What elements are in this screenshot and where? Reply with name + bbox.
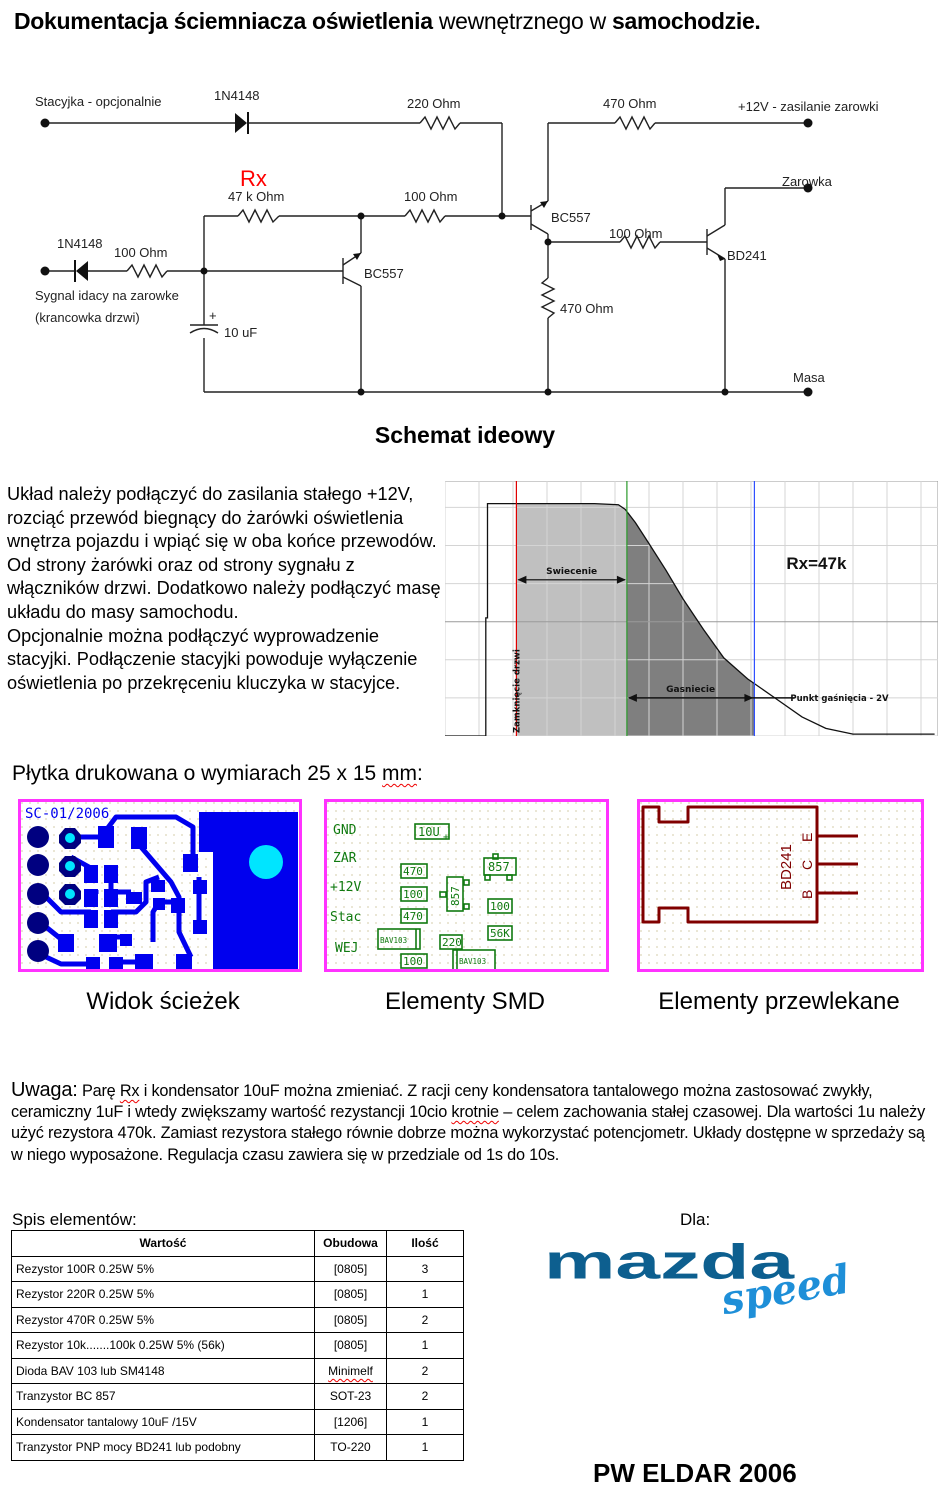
smd-part-label: 470 [403, 865, 423, 878]
label-q2: BC557 [551, 210, 591, 225]
discharge-chart [445, 481, 938, 736]
pcb-smd-drawing [327, 802, 606, 969]
bom-row [12, 1282, 464, 1308]
pcb-traces-board [18, 799, 302, 972]
bom-cell-text: SOT-23 [329, 1389, 372, 1404]
smd-part-label: BAV103 [380, 936, 408, 945]
label-r220: 220 Ohm [407, 96, 461, 111]
note-text: krotnie [451, 1103, 499, 1122]
bom-cell [387, 1358, 464, 1384]
bom-cell-text: 1 [421, 1287, 429, 1302]
document-title [14, 8, 761, 35]
smd-pin-label: Stac [330, 910, 362, 925]
pcb-heading-colon: : [417, 762, 423, 785]
smd-part-label: 857 [488, 860, 510, 874]
bom-row [12, 1333, 464, 1359]
bom-cell [315, 1256, 387, 1282]
schematic-caption: Schemat ideowy [374, 422, 556, 448]
tht-part-label: BD241 [778, 844, 795, 890]
description [7, 483, 447, 695]
pcb-tht-drawing [640, 802, 921, 969]
label-signal-1: Sygnal idacy na zarowke [35, 288, 179, 303]
bom-cell-text: 2 [421, 1389, 429, 1404]
bom-table [11, 1230, 464, 1461]
title-part: samochodzie. [612, 8, 761, 34]
smd-part-label: 857 [449, 886, 462, 906]
bom-header-cell: Ilość [387, 1231, 464, 1257]
bom-cell-text: [0805] [333, 1287, 368, 1302]
bom-cell-text: Tranzystor BC 857 [16, 1389, 116, 1404]
note-text: Rx [119, 1082, 140, 1100]
note-lead: Uwaga: [11, 1079, 78, 1101]
chart-region-swiecenie [516, 504, 627, 736]
title-part: wewnętrznego [438, 8, 584, 34]
bom-header-cell: Wartość [12, 1231, 315, 1257]
label-stacyjka: Stacyjka - opcjonalnie [35, 94, 162, 109]
pcb-mount-hole [249, 845, 283, 879]
bom-cell [387, 1384, 464, 1410]
label-r100-left: 100 Ohm [114, 245, 168, 260]
bom-cell [315, 1409, 387, 1435]
bom-row [12, 1409, 464, 1435]
description-paragraph: Układ należy podłączyć do zasilania stałego +12V, rozciąć przewód biegnący do żarówki oświetlenia wnętrza pojazdu i wpiąć się w oba końce przewodów. Od strony żarówki oraz od strony sygnału z włączników drzwi. Dodatkowo należy podłączyć masę układu do masy samochodu. [7, 484, 441, 622]
caption-traces: Widok ścieżek [86, 988, 240, 1015]
bom-cell [315, 1358, 387, 1384]
bom-cell-text: [0805] [333, 1312, 368, 1327]
label-masa: Masa [793, 370, 825, 385]
terminal-signal [41, 267, 50, 276]
bom-cell-text: Rezystor 220R 0.25W 5% [16, 1287, 155, 1302]
bom-cell-text: 2 [421, 1312, 429, 1327]
label-zarowka: Zarowka [782, 174, 832, 189]
smd-cap-plus: + [443, 832, 450, 843]
label-cap-plus: + [209, 308, 217, 323]
pcb-smd-board [324, 799, 609, 972]
note-text: – celem zachowania stałej czasowej. Dla wartości 1u należy użyć rezystora 470k. Zamiast rezystora stałego równie dobrze można wykorzystać potencjometr. Układy dostępne w sprzedaży są w niego wyposażone. Regulacja czasu zawiera się w przedziale od 1s do 10s. [11, 1103, 926, 1164]
bom-header-row [12, 1231, 464, 1257]
smd-pin-label: WEJ [335, 941, 359, 956]
bom-cell [315, 1307, 387, 1333]
tht-pin-label: B [799, 889, 815, 899]
bom-cell-text: 2 [421, 1363, 429, 1378]
bom-cell-text: Rezystor 470R 0.25W 5% [16, 1312, 155, 1327]
pcb-heading-text: Płytka drukowana o wymiarach 25 x 15 [12, 762, 383, 785]
chart-title: Rx=47k [786, 554, 847, 573]
bom-cell [315, 1282, 387, 1308]
footer-credit: PW ELDAR 2006 [593, 1458, 797, 1488]
bom-cell-text: [1206] [333, 1414, 368, 1429]
bom-cell [387, 1282, 464, 1308]
pcb-traces-drawing [21, 802, 299, 969]
smd-part-label: 100 [490, 900, 510, 913]
note [11, 1080, 931, 1166]
label-signal-2: (krancowka drzwi) [35, 310, 140, 325]
bom-cell-text: Dioda BAV 103 lub SM4148 [16, 1363, 165, 1378]
smd-part-label: 100 [403, 888, 423, 901]
bom-cell-text: 1 [421, 1338, 429, 1353]
bom-cell-text: Rezystor 100R 0.25W 5% [16, 1261, 155, 1276]
chart-label-swiecenie: Swiecenie [546, 566, 598, 577]
chart-label-off-point: Punkt gaśnięcia - 2V [790, 693, 889, 704]
label-r470-vert: 470 Ohm [560, 301, 614, 316]
mazdaspeed-logo [544, 1236, 889, 1336]
smd-part-label: 220 [442, 936, 462, 949]
tht-pin-label: E [799, 832, 815, 842]
bom-cell [12, 1358, 315, 1384]
pcb-heatsink-pad [199, 812, 298, 969]
bom-cell [315, 1333, 387, 1359]
sponsor-label: Dla: [680, 1210, 711, 1229]
bom-cell [12, 1307, 315, 1333]
pcb-heading [12, 762, 423, 786]
label-r100-mid: 100 Ohm [404, 189, 458, 204]
pcb-board-id: SC-01/2006 [25, 806, 110, 822]
terminal-masa [804, 388, 813, 397]
description-paragraph: Opcjonalnie można podłączyć wyprowadzenie stacyjki. Podłączenie stacyjki powoduje wyłączenie oświetlenia po przekręceniu kluczyka w stacyjce. [7, 625, 418, 693]
caption-tht: Elementy przewlekane [658, 988, 900, 1015]
bom-row [12, 1384, 464, 1410]
note-text: i kondensator 10uF można zmieniać. Z racji ceny kondensatora tantalowego można zastosować zwykły, ceramiczny 1uF i wtedy zwiększamy wartość rezystancji 10cio [11, 1082, 873, 1122]
bom-cell [12, 1282, 315, 1308]
title-part: Dokumentacja ściemniacza oświetlenia [14, 8, 433, 34]
smd-part-label: 56K [490, 927, 510, 940]
bom-cell [315, 1435, 387, 1461]
smd-part-label: BAV103 [459, 957, 487, 966]
bom-title: Spis elementów: [12, 1210, 137, 1229]
bom-cell-text: Tranzystor PNP mocy BD241 lub podobny [16, 1440, 241, 1455]
label-diode-top: 1N4148 [214, 88, 260, 103]
bom-row [12, 1256, 464, 1282]
bom-header-cell: Obudowa [315, 1231, 387, 1257]
smd-pin-label: +12V [330, 880, 362, 895]
bom-cell-text: TO-220 [330, 1440, 371, 1455]
smd-part-label: 100 [403, 955, 423, 968]
pcb-tht-board [637, 799, 924, 972]
label-r47k: 47 k Ohm [228, 189, 285, 204]
smd-part-label: 10U [418, 825, 440, 839]
label-r470-top: 470 Ohm [603, 96, 657, 111]
bom-cell-text: Minimelf [328, 1363, 373, 1378]
bom-cell [387, 1409, 464, 1435]
bom-cell [12, 1384, 315, 1410]
bom-cell [12, 1333, 315, 1359]
bom-cell [12, 1409, 315, 1435]
label-cap: 10 uF [224, 325, 258, 340]
bom-cell-text: [0805] [333, 1261, 368, 1276]
pcb-heading-unit: mm [382, 762, 418, 785]
logo-text-speed: speed [717, 1255, 854, 1325]
bom-cell [387, 1333, 464, 1359]
bom-cell-text: 1 [421, 1440, 429, 1455]
chart-label-gasniecie: Gasniecie [666, 684, 716, 695]
bom-cell [315, 1384, 387, 1410]
label-q3: BD241 [727, 248, 767, 263]
bom-cell-text: Kondensator tantalowy 10uF /15V [16, 1414, 197, 1429]
bom-row [12, 1435, 464, 1461]
caption-smd: Elementy SMD [384, 988, 546, 1015]
label-r100-right: 100 Ohm [609, 226, 663, 241]
terminal-supply [804, 119, 813, 128]
bom-cell [12, 1435, 315, 1461]
note-text: Parę [77, 1082, 120, 1100]
bom-row [12, 1358, 464, 1384]
smd-pin-label: GND [333, 823, 357, 838]
tht-pin-label: C [799, 859, 815, 870]
logo-text-mazda: mazda [544, 1236, 796, 1290]
label-rx: Rx [240, 166, 267, 191]
bom-cell-text: Rezystor 10k.......100k 0.25W 5% (56k) [16, 1338, 225, 1353]
bom-cell [387, 1435, 464, 1461]
smd-pin-label: ZAR [333, 851, 357, 866]
label-q1: BC557 [364, 266, 404, 281]
label-supply: +12V - zasilanie zarowki [738, 99, 879, 114]
bom-cell [12, 1256, 315, 1282]
bom-row [12, 1307, 464, 1333]
bom-cell [387, 1256, 464, 1282]
bom-cell-text: [0805] [333, 1338, 368, 1353]
bom-cell-text: 1 [421, 1414, 429, 1429]
title-part: w [589, 8, 606, 34]
label-diode-left: 1N4148 [57, 236, 103, 251]
bom-cell-text: 3 [421, 1261, 429, 1276]
circuit-schematic [0, 70, 930, 415]
smd-part-label: 470 [403, 910, 423, 923]
chart-label-door-close: Zamknięcie drzwi [512, 649, 523, 733]
terminal-stacyjka [41, 119, 50, 128]
bom-cell [387, 1307, 464, 1333]
